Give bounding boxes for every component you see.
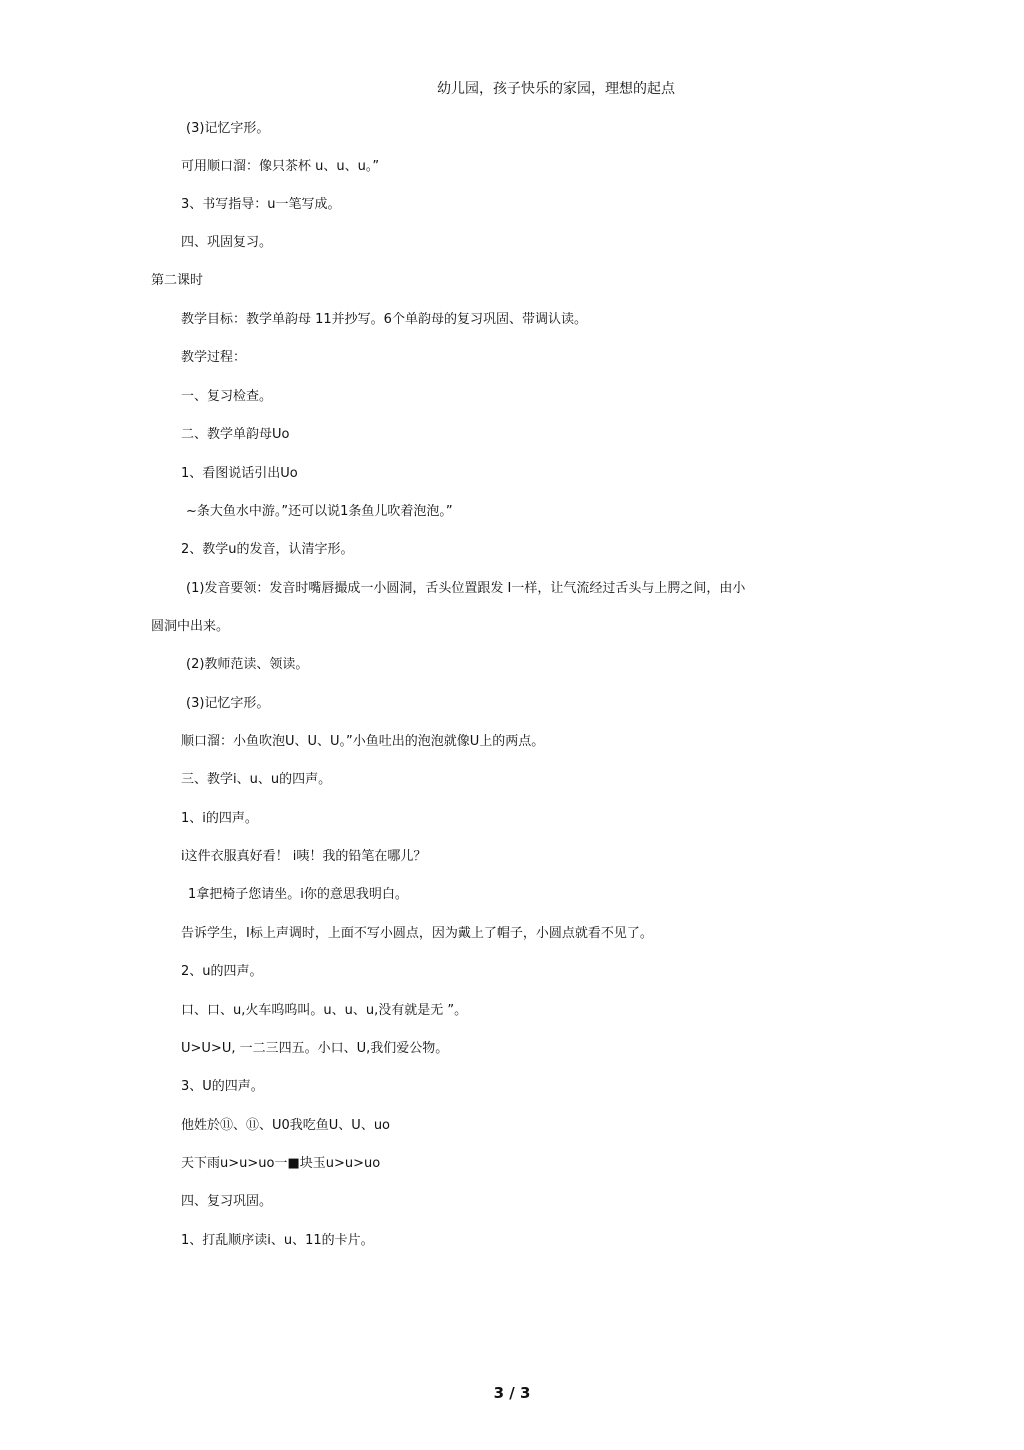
text-line: 1、看图说话引出Uo xyxy=(181,466,298,481)
text-line: 2、教学u的发音，认清字形。 xyxy=(181,542,354,557)
text-line: 三、教学i、u、u的四声。 xyxy=(181,772,332,787)
text-line: 2、u的四声。 xyxy=(181,964,263,979)
text-line: 顺口溜：小鱼吹泡U、U、U。”小鱼吐出的泡泡就像U上的两点。 xyxy=(181,734,545,749)
page-number: 3 / 3 xyxy=(493,1384,531,1402)
text-line: 四、复习巩固。 xyxy=(181,1194,273,1209)
text-line: 四、巩固复习。 xyxy=(181,235,273,250)
text-line: 3、书写指导：u一笔写成。 xyxy=(181,197,341,212)
text-line: ~条大鱼水中游。”还可以说1条鱼儿吹着泡泡。” xyxy=(186,504,453,519)
text-line: (2)教师范读、领读。 xyxy=(186,657,309,672)
text-line: 1、i的四声。 xyxy=(181,811,258,826)
text-line: 1、打乱顺序读i、u、11的卡片。 xyxy=(181,1233,374,1248)
text-line: (3)记忆字形。 xyxy=(186,696,270,711)
page-header-title: 幼儿园，孩子快乐的家园，理想的起点 xyxy=(437,81,675,97)
text-line: 他姓於⑪、⑪、U0我吃鱼U、U、uo xyxy=(181,1118,391,1133)
text-line: (1)发音要领：发音时嘴唇撮成一小圆洞，舌头位置跟发 I一样，让气流经过舌头与上腭之间，由小 xyxy=(186,581,746,596)
text-line: 一、复习检查。 xyxy=(181,389,273,404)
section-heading: 第二课时 xyxy=(151,273,204,288)
text-line: 圆洞中出来。 xyxy=(151,619,230,634)
text-line: 天下雨u>u>uo一■块玉u>u>uo xyxy=(181,1156,381,1171)
text-line: 告诉学生，I标上声调时，上面不写小圆点，因为戴上了帽子，小圆点就看不见了。 xyxy=(181,926,653,941)
text-line: U>U>U, 一二三四五。小口、U,我们爱公物。 xyxy=(181,1041,449,1056)
text-line: 3、U的四声。 xyxy=(181,1079,264,1094)
text-line: 可用顺口溜：像只茶杯 u、u、u。” xyxy=(181,159,380,174)
text-line: 1拿把椅子您请坐。i你的意思我明白。 xyxy=(188,887,408,902)
text-line: 口、口、u,火车呜呜叫。u、u、u,没有就是无 ”。 xyxy=(181,1003,468,1018)
text-line: 二、教学单韵母Uo xyxy=(181,427,290,442)
text-line: 教学过程： xyxy=(181,350,247,365)
text-line: 教学目标：教学单韵母 11并抄写。6个单韵母的复习巩固、带调认读。 xyxy=(181,312,587,327)
text-line: (3)记忆字形。 xyxy=(186,121,270,136)
text-line: i这件衣服真好看！ i咦！我的铅笔在哪儿？ xyxy=(181,849,427,864)
